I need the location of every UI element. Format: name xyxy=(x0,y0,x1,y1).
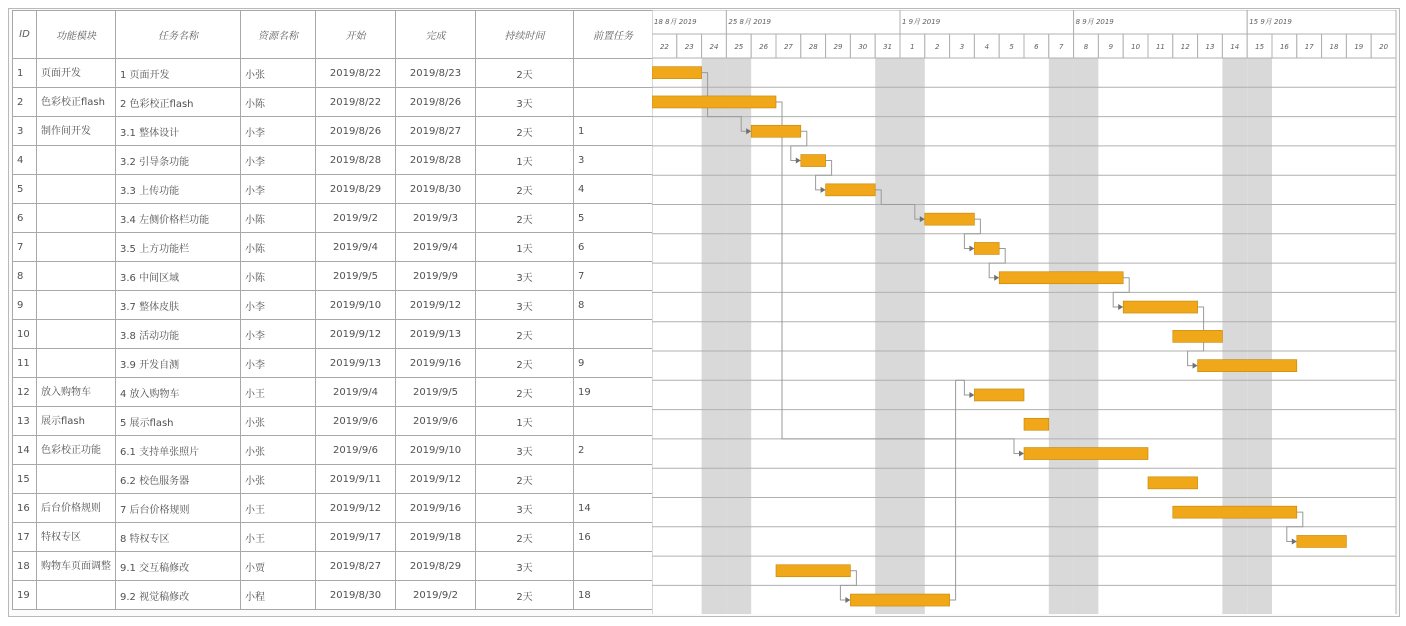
cell-id[interactable]: 17 xyxy=(13,523,37,552)
cell-resource[interactable]: 小陈 xyxy=(241,88,316,117)
cell-id[interactable]: 2 xyxy=(13,88,37,117)
cell-id[interactable]: 1 xyxy=(13,59,37,88)
col-header-resource[interactable]: 资源名称 xyxy=(241,11,316,59)
col-header-task[interactable]: 任务名称 xyxy=(116,11,241,59)
cell-resource[interactable]: 小李 xyxy=(241,349,316,378)
weekend-column xyxy=(1074,58,1099,614)
cell-end[interactable]: 2019/8/23 xyxy=(396,59,476,88)
cell-task-name[interactable]: 3.2 引导条功能 xyxy=(116,146,241,175)
cell-end[interactable]: 2019/9/2 xyxy=(396,581,476,610)
day-header-label: 7 xyxy=(1058,43,1064,51)
task-bar xyxy=(1198,360,1297,372)
task-bar xyxy=(974,242,999,254)
cell-module[interactable]: 色彩校正功能 xyxy=(37,436,116,465)
cell-duration[interactable]: 3天 xyxy=(476,494,574,523)
cell-task-name[interactable]: 9.2 视觉稿修改 xyxy=(116,581,241,610)
table-row[interactable] xyxy=(13,320,653,349)
day-header-label: 24 xyxy=(709,43,719,51)
cell-predecessor[interactable]: 16 xyxy=(574,523,653,552)
cell-duration[interactable]: 2天 xyxy=(476,581,574,610)
table-row[interactable] xyxy=(13,436,653,465)
cell-end[interactable]: 2019/9/10 xyxy=(396,436,476,465)
week-header-label: 1 9月 2019 xyxy=(902,18,941,26)
day-header-label: 17 xyxy=(1304,43,1314,51)
table-row[interactable] xyxy=(13,465,653,494)
cell-module[interactable]: 色彩校正flash xyxy=(37,88,116,117)
cell-end[interactable]: 2019/9/3 xyxy=(396,204,476,233)
cell-duration[interactable]: 2天 xyxy=(476,117,574,146)
day-header-label: 13 xyxy=(1205,43,1215,51)
cell-duration[interactable]: 3天 xyxy=(476,262,574,291)
weekend-column xyxy=(1049,58,1074,614)
cell-start[interactable]: 2019/9/4 xyxy=(316,378,396,407)
day-header-label: 30 xyxy=(858,43,868,51)
cell-duration[interactable]: 1天 xyxy=(476,407,574,436)
cell-start[interactable]: 2019/9/4 xyxy=(316,233,396,262)
task-bar xyxy=(1123,301,1197,313)
cell-module[interactable] xyxy=(37,465,116,494)
table-row[interactable] xyxy=(13,494,653,523)
weekend-column xyxy=(1222,58,1247,614)
day-header-label: 3 xyxy=(959,43,965,51)
cell-duration[interactable]: 1天 xyxy=(476,233,574,262)
table-row[interactable] xyxy=(13,262,653,291)
weekend-column xyxy=(875,58,900,614)
cell-id[interactable]: 15 xyxy=(13,465,37,494)
cell-duration[interactable]: 2天 xyxy=(476,465,574,494)
col-header-id[interactable]: ID xyxy=(13,11,37,59)
task-bar xyxy=(652,96,776,108)
day-header-label: 29 xyxy=(833,43,843,51)
gantt-timeline xyxy=(652,10,1397,614)
cell-module[interactable] xyxy=(37,349,116,378)
cell-id[interactable]: 10 xyxy=(13,320,37,349)
cell-id[interactable]: 19 xyxy=(13,581,37,610)
cell-task-name[interactable]: 3.5 上方功能栏 xyxy=(116,233,241,262)
day-header-label: 12 xyxy=(1180,43,1190,51)
cell-duration[interactable]: 3天 xyxy=(476,291,574,320)
cell-start[interactable]: 2019/9/12 xyxy=(316,494,396,523)
day-header-label: 18 xyxy=(1329,43,1339,51)
cell-module[interactable] xyxy=(37,320,116,349)
cell-end[interactable]: 2019/9/4 xyxy=(396,233,476,262)
cell-end[interactable]: 2019/9/12 xyxy=(396,291,476,320)
day-header-label: 14 xyxy=(1230,43,1240,51)
task-bar xyxy=(776,565,850,577)
cell-id[interactable]: 4 xyxy=(13,146,37,175)
day-header-label: 9 xyxy=(1108,43,1114,51)
cell-start[interactable]: 2019/8/22 xyxy=(316,88,396,117)
day-header-label: 1 xyxy=(910,43,915,51)
cell-task-name[interactable]: 3.9 开发自测 xyxy=(116,349,241,378)
cell-start[interactable]: 2019/8/26 xyxy=(316,117,396,146)
task-table xyxy=(12,10,653,610)
weekend-column xyxy=(702,58,727,614)
cell-predecessor[interactable] xyxy=(574,407,653,436)
cell-start[interactable]: 2019/9/6 xyxy=(316,436,396,465)
cell-task-name[interactable]: 2 色彩校正flash xyxy=(116,88,241,117)
cell-resource[interactable]: 小程 xyxy=(241,581,316,610)
cell-predecessor[interactable] xyxy=(574,552,653,581)
week-header-label: 18 8月 2019 xyxy=(654,18,697,26)
day-header-label: 22 xyxy=(659,43,669,51)
cell-resource[interactable]: 小张 xyxy=(241,465,316,494)
table-row[interactable] xyxy=(13,233,653,262)
weekend-column xyxy=(726,58,751,614)
cell-resource[interactable]: 小陈 xyxy=(241,262,316,291)
task-bar xyxy=(1024,418,1049,430)
day-header-label: 26 xyxy=(759,43,769,51)
task-bar xyxy=(652,67,702,79)
cell-end[interactable]: 2019/9/12 xyxy=(396,465,476,494)
cell-resource[interactable]: 小张 xyxy=(241,59,316,88)
cell-start[interactable]: 2019/8/22 xyxy=(316,59,396,88)
cell-duration[interactable]: 2天 xyxy=(476,175,574,204)
weekend-column xyxy=(900,58,925,614)
day-header-label: 19 xyxy=(1354,43,1364,51)
cell-task-name[interactable]: 5 展示flash xyxy=(116,407,241,436)
cell-end[interactable]: 2019/9/18 xyxy=(396,523,476,552)
cell-duration[interactable]: 3天 xyxy=(476,88,574,117)
cell-task-name[interactable]: 3.7 整体皮肤 xyxy=(116,291,241,320)
col-header-start[interactable]: 开始 xyxy=(316,11,396,59)
table-row[interactable] xyxy=(13,552,653,581)
cell-start[interactable]: 2019/9/6 xyxy=(316,407,396,436)
cell-resource[interactable]: 小李 xyxy=(241,117,316,146)
col-header-predecessor[interactable]: 前置任务 xyxy=(574,11,653,59)
cell-end[interactable]: 2019/9/16 xyxy=(396,494,476,523)
day-header-label: 5 xyxy=(1009,43,1014,51)
task-bar xyxy=(925,213,975,225)
day-header-label: 20 xyxy=(1379,43,1389,51)
cell-id[interactable]: 5 xyxy=(13,175,37,204)
table-row[interactable] xyxy=(13,59,653,88)
col-header-duration[interactable]: 持续时间 xyxy=(476,11,574,59)
cell-resource[interactable]: 小陈 xyxy=(241,204,316,233)
cell-duration[interactable]: 3天 xyxy=(476,436,574,465)
task-bar xyxy=(974,389,1024,401)
col-header-module[interactable]: 功能模块 xyxy=(37,11,116,59)
cell-module[interactable]: 特权专区 xyxy=(37,523,116,552)
day-header-label: 16 xyxy=(1279,43,1289,51)
week-header-label: 25 8月 2019 xyxy=(728,18,772,26)
cell-end[interactable]: 2019/9/6 xyxy=(396,407,476,436)
day-header-label: 15 xyxy=(1255,43,1265,51)
cell-id[interactable]: 3 xyxy=(13,117,37,146)
table-row[interactable] xyxy=(13,378,653,407)
cell-module[interactable]: 展示flash xyxy=(37,407,116,436)
cell-predecessor[interactable] xyxy=(574,320,653,349)
task-bar xyxy=(1297,535,1347,547)
day-header-label: 25 xyxy=(734,43,744,51)
cell-task-name[interactable]: 9.1 交互稿修改 xyxy=(116,552,241,581)
cell-resource[interactable]: 小李 xyxy=(241,320,316,349)
cell-start[interactable]: 2019/8/27 xyxy=(316,552,396,581)
table-row[interactable] xyxy=(13,204,653,233)
cell-task-name[interactable]: 7 后台价格规则 xyxy=(116,494,241,523)
day-header-label: 31 xyxy=(883,43,893,51)
task-bar xyxy=(1024,448,1148,460)
cell-resource[interactable]: 小李 xyxy=(241,175,316,204)
cell-end[interactable]: 2019/9/5 xyxy=(396,378,476,407)
cell-id[interactable]: 13 xyxy=(13,407,37,436)
cell-task-name[interactable]: 3.1 整体设计 xyxy=(116,117,241,146)
cell-duration[interactable]: 2天 xyxy=(476,523,574,552)
task-bar xyxy=(1173,506,1297,518)
cell-task-name[interactable]: 1 页面开发 xyxy=(116,59,241,88)
cell-end[interactable]: 2019/8/27 xyxy=(396,117,476,146)
cell-start[interactable]: 2019/9/2 xyxy=(316,204,396,233)
task-bar xyxy=(999,272,1123,284)
cell-id[interactable]: 11 xyxy=(13,349,37,378)
cell-predecessor[interactable]: 1 xyxy=(574,117,653,146)
cell-resource[interactable]: 小王 xyxy=(241,378,316,407)
cell-module[interactable] xyxy=(37,291,116,320)
cell-start[interactable]: 2019/9/11 xyxy=(316,465,396,494)
cell-predecessor[interactable] xyxy=(574,59,653,88)
cell-module[interactable] xyxy=(37,262,116,291)
cell-task-name[interactable]: 6.2 校色服务器 xyxy=(116,465,241,494)
cell-predecessor[interactable]: 14 xyxy=(574,494,653,523)
table-header-row xyxy=(13,11,653,59)
day-header-label: 11 xyxy=(1155,43,1165,51)
cell-task-name[interactable]: 3.6 中间区域 xyxy=(116,262,241,291)
task-bar xyxy=(850,594,949,606)
day-header-label: 10 xyxy=(1131,43,1141,51)
cell-id[interactable]: 12 xyxy=(13,378,37,407)
task-bar xyxy=(751,125,801,137)
cell-start[interactable]: 2019/9/17 xyxy=(316,523,396,552)
cell-predecessor[interactable]: 9 xyxy=(574,349,653,378)
task-bar xyxy=(826,184,876,196)
cell-predecessor[interactable]: 6 xyxy=(574,233,653,262)
cell-predecessor[interactable]: 4 xyxy=(574,175,653,204)
day-header-label: 4 xyxy=(984,43,990,51)
task-bar xyxy=(1148,477,1198,489)
cell-module[interactable]: 购物车页面调整 xyxy=(37,552,116,581)
table-row[interactable] xyxy=(13,349,653,378)
cell-duration[interactable]: 2天 xyxy=(476,59,574,88)
cell-task-name[interactable]: 3.4 左侧价格栏功能 xyxy=(116,204,241,233)
cell-start[interactable]: 2019/9/12 xyxy=(316,320,396,349)
cell-task-name[interactable]: 6.1 支持单张照片 xyxy=(116,436,241,465)
cell-duration[interactable]: 3天 xyxy=(476,552,574,581)
cell-module[interactable] xyxy=(37,233,116,262)
cell-start[interactable]: 2019/9/5 xyxy=(316,262,396,291)
cell-duration[interactable]: 2天 xyxy=(476,204,574,233)
cell-end[interactable]: 2019/9/9 xyxy=(396,262,476,291)
table-row[interactable] xyxy=(13,523,653,552)
cell-start[interactable]: 2019/8/28 xyxy=(316,146,396,175)
cell-start[interactable]: 2019/8/29 xyxy=(316,175,396,204)
cell-predecessor[interactable]: 2 xyxy=(574,436,653,465)
cell-resource[interactable]: 小贾 xyxy=(241,552,316,581)
cell-predecessor[interactable]: 19 xyxy=(574,378,653,407)
cell-resource[interactable]: 小陈 xyxy=(241,233,316,262)
cell-id[interactable]: 8 xyxy=(13,262,37,291)
day-header-label: 2 xyxy=(934,43,940,51)
day-header-label: 23 xyxy=(684,43,694,51)
table-row[interactable] xyxy=(13,175,653,204)
cell-start[interactable]: 2019/9/10 xyxy=(316,291,396,320)
cell-predecessor[interactable]: 3 xyxy=(574,146,653,175)
cell-task-name[interactable]: 3.8 活动功能 xyxy=(116,320,241,349)
task-bar xyxy=(1173,330,1223,342)
cell-resource[interactable]: 小王 xyxy=(241,494,316,523)
cell-module[interactable]: 制作间开发 xyxy=(37,117,116,146)
cell-id[interactable]: 18 xyxy=(13,552,37,581)
cell-predecessor[interactable]: 8 xyxy=(574,291,653,320)
cell-predecessor[interactable]: 7 xyxy=(574,262,653,291)
cell-id[interactable]: 6 xyxy=(13,204,37,233)
cell-module[interactable] xyxy=(37,204,116,233)
cell-module[interactable] xyxy=(37,581,116,610)
cell-duration[interactable]: 2天 xyxy=(476,378,574,407)
cell-id[interactable]: 9 xyxy=(13,291,37,320)
cell-predecessor[interactable]: 18 xyxy=(574,581,653,610)
cell-task-name[interactable]: 4 放入购物车 xyxy=(116,378,241,407)
day-header-label: 6 xyxy=(1034,43,1039,51)
table-row[interactable] xyxy=(13,581,653,610)
day-header-label: 8 xyxy=(1083,43,1089,51)
cell-task-name[interactable]: 3.3 上传功能 xyxy=(116,175,241,204)
cell-end[interactable]: 2019/8/26 xyxy=(396,88,476,117)
cell-end[interactable]: 2019/9/13 xyxy=(396,320,476,349)
cell-predecessor[interactable]: 5 xyxy=(574,204,653,233)
table-row[interactable] xyxy=(13,117,653,146)
table-row[interactable] xyxy=(13,291,653,320)
cell-module[interactable]: 后台价格规则 xyxy=(37,494,116,523)
cell-module[interactable] xyxy=(37,175,116,204)
table-row[interactable] xyxy=(13,407,653,436)
cell-task-name[interactable]: 8 特权专区 xyxy=(116,523,241,552)
cell-resource[interactable]: 小李 xyxy=(241,291,316,320)
cell-resource[interactable]: 小张 xyxy=(241,407,316,436)
table-row[interactable] xyxy=(13,88,653,117)
cell-duration[interactable]: 2天 xyxy=(476,349,574,378)
cell-predecessor[interactable] xyxy=(574,465,653,494)
table-row[interactable] xyxy=(13,146,653,175)
cell-end[interactable]: 2019/8/29 xyxy=(396,552,476,581)
weekend-column xyxy=(1247,58,1272,614)
cell-module[interactable] xyxy=(37,146,116,175)
cell-start[interactable]: 2019/9/13 xyxy=(316,349,396,378)
day-header-label: 28 xyxy=(808,43,818,51)
cell-end[interactable]: 2019/8/30 xyxy=(396,175,476,204)
week-header-label: 8 9月 2019 xyxy=(1075,18,1114,26)
cell-duration[interactable]: 2天 xyxy=(476,320,574,349)
task-bar xyxy=(801,155,826,167)
cell-end[interactable]: 2019/8/28 xyxy=(396,146,476,175)
cell-predecessor[interactable] xyxy=(574,88,653,117)
cell-resource[interactable]: 小张 xyxy=(241,436,316,465)
day-header-label: 27 xyxy=(783,43,793,51)
cell-duration[interactable]: 1天 xyxy=(476,146,574,175)
cell-id[interactable]: 14 xyxy=(13,436,37,465)
col-header-end[interactable]: 完成 xyxy=(396,11,476,59)
cell-id[interactable]: 7 xyxy=(13,233,37,262)
cell-module[interactable]: 放入购物车 xyxy=(37,378,116,407)
cell-id[interactable]: 16 xyxy=(13,494,37,523)
cell-module[interactable]: 页面开发 xyxy=(37,59,116,88)
cell-resource[interactable]: 小王 xyxy=(241,523,316,552)
cell-start[interactable]: 2019/8/30 xyxy=(316,581,396,610)
cell-resource[interactable]: 小李 xyxy=(241,146,316,175)
cell-end[interactable]: 2019/9/16 xyxy=(396,349,476,378)
week-header-label: 15 9月 2019 xyxy=(1249,18,1292,26)
